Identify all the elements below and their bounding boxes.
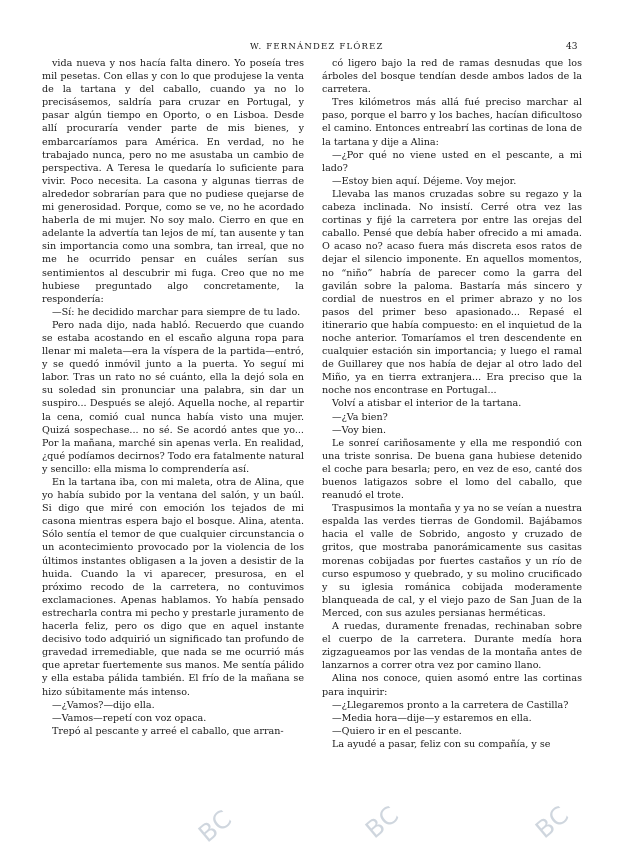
paragraph: —Sí: he decidido marchar para siempre de tu lado. [52,306,301,318]
paragraph: —¿Llegaremos pronto a la carretera de Castilla? [332,699,569,711]
paragraph: —Quiero ir en el pescante. [332,725,462,737]
paragraph: Volví a atisbar el interior de la tartana. [332,398,522,410]
left-column [42,57,304,845]
paragraph: —Vamos—repetí con voz opaca. [52,712,207,724]
paragraph: —¿Vamos?—dijo ella. [52,699,155,711]
paragraph: Llevaba las manos cruzadas sobre su regazo y la cabeza inclinada. No insistí. Cerré otra vez las cortinas y fijé la carretera por entre las orejas del caballo. Pensé que debía haber ofrecido a mi amada. O acaso no? acaso fuera más discreta esos ratos de dejar el silencio imponente. En aquellos momentos, no “niño” habría de parecer como la garra del gavilán sobre la paloma. Bastaría más sincero y cordial de nuestros en el primer abrazo y no los pasos del primer beso apasionado... Repasé el itinerario que había compuesto: en el inquietud de la noche anterior. Tomaríamos el tren descendente en cualquier estación sin importancia; y luego el ramal de Guillarey que nos había de dejar al otro lado del Miño, ya en tierra extranjera... Era preciso que la noche nos encontrase en Portugal... [322,188,582,397]
paragraph: En la tartana iba, con mi maleta, otra de Alina, que yo había subido por la ventana del salón, y un baúl. Si digo que miré con emoción los tejados de mi casona mientras espera bajo el bosque. Alina, atenta. Sólo sentía el temor de que cualquier circunstancia o un acontecimiento provocado por la violencia de los últimos instantes obligasen a la joven a desistir de la huida. Cuando la vi aparecer, presurosa, en el próximo recodo de la carretera, no contuvimos exclamaciones. Apenas hablamos. Yo había pensado estrecharla contra mi pecho y prestarle juramento de hacerla feliz, pero os digo que en aquel instante decisivo todo adquirió un significado tan profundo de gravedad irremediable, que nada se me ocurrió más que apretar fuertemente sus manos. Me sentía pálido y ella estaba pálida también. El frío de la mañana se hizo súbitamente más intenso. [42,477,304,698]
paragraph: Tres kilómetros más allá fué preciso marchar al paso, porque el barro y los baches, hacían dificultoso el camino. Entonces entreabrí las cortinas de lona de la tartana y dije a Alina: [322,97,582,148]
page-number: 43 [566,42,578,52]
paragraph: —Estoy bien aquí. Déjeme. Voy mejor. [332,175,517,187]
paragraph: A ruedas, duramente frenadas, rechinaban sobre el cuerpo de la carretera. Durante medía hora zigzagueamos por las vendas de la montaña antes de lanzarnos a correr otra vez por camino llano. [322,621,582,672]
paragraph: Trepó al pescante y arreé el caballo, que arran- [52,725,284,737]
paragraph: vida nueva y nos hacía falta dinero. Yo poseía tres mil pesetas. Con ellas y con lo que produjese la venta de la tartana y del caballo, cuando ya no lo precisásemos, saldría para cruzar en Portugal, y pasar algún tiempo en Oporto, o en Lisboa. Desde allí procuraría vender parte de mis bienes, y embarcaríamos para América. En verdad, no he trabajado nunca, pero no me asustaba un cambio de perspectiva. A Teresa le quedaría lo suficiente para vivir. Poco necesita. La casona y algunas tierras de alrededor sobrarían para que no pudiese quejarse de mi generosidad. Porque, como se ve, no he acordado haberla de mi mujer. No soy malo. Cierro en que en adelante la advertía tan lejos de mí, tan ausente y tan sin importancia como una sombra, tan irreal, que no me he ocurrido pensar en cuáles serían sus sentimientos al descubrir mi fuga. Creo que no me hubiese preguntado algo concretamente, la respondería: [42,58,304,305]
paragraph: Alina nos conoce, quien asomó entre las cortinas para inquirir: [322,673,582,698]
paragraph: có ligero bajo la red de ramas desnudas que los árboles del bosque tendían desde ambos lados de la carretera. [322,58,582,96]
paragraph: La ayudé a pasar, feliz con su compañía, y se [332,738,551,750]
paragraph: Pero nada dijo, nada habló. Recuerdo que cuando se estaba acostando en el escaño alguna ropa para llenar mi maleta—era la víspera de la partida—entró, y se quedó inmóvil junto a la puerta. Yo seguí mi labor. Tras un rato no sé cuánto, ella la dejó sola en su soledad sin pronunciar una palabra, sin dar un suspiro... Después se alejó. Aquella noche, al repartir la cena, comió cual nunca había visto una mujer. Quizá sospechase... no sé. Se acordó antes que yo... Por la mañana, marché sin apenas verla. En realidad, ¿qué podíamos decirnos? Todo era fatalmente natural y sencillo: ella misma lo comprendería así. [42,319,304,475]
paragraph: Le sonreí cariñosamente y ella me respondió con una triste sonrisa. De buena gana hubiese detenido el coche para besarla; pero, en vez de eso, canté dos buenos latigazos sobre el lomo del caballo, que reanudó el trote. [322,437,582,502]
paragraph: —¿Por qué no viene usted en el pescante, a mi lado? [322,149,582,174]
watermark-logo: BC [530,800,575,844]
running-title: W. FERNÁNDEZ FLÓREZ [250,42,384,52]
paragraph: Traspusimos la montaña y ya no se veían a nuestra espalda las verdes tierras de Gondomil. Bajábamos hacia el valle de Sobrido, angosto y cruzado de gritos, que mostraba panorámicamente sus casitas morenas cobijadas por fuertes castaños y un río de curso espumoso y quebrado, y su molino crucificado y su iglesia románica cobijada moderamente blanqueada de cal, y el viejo pazo de San Juan de la Merced, con sus azules persianas herméticas. [322,503,582,619]
watermark-logo: BC [360,800,405,844]
paragraph: —Voy bien. [332,424,387,436]
watermark-logo: BC [193,804,238,848]
paragraph: —Media hora—dije—y estaremos en ella. [332,712,532,724]
paragraph: —¿Va bien? [332,411,388,423]
right-column [322,57,582,845]
